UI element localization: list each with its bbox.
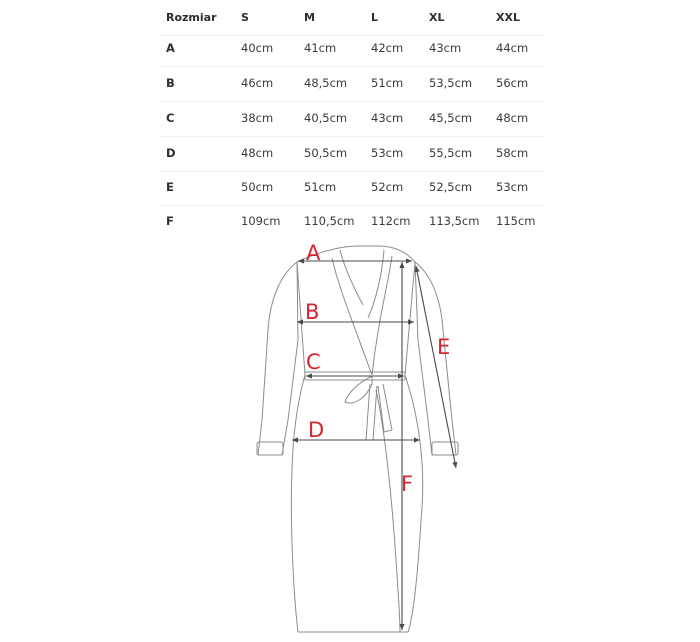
table-cell: 52,5cm [429, 180, 473, 194]
table-cell: 55,5cm [429, 146, 473, 160]
table-row [160, 136, 545, 172]
row-label: C [166, 111, 175, 125]
table-cell: 115cm [496, 214, 536, 228]
diagram-label-f: F [401, 472, 414, 496]
collar-right [372, 256, 392, 375]
table-cell: 51cm [371, 76, 404, 90]
lapel-left [340, 250, 363, 305]
collar-left [332, 258, 372, 375]
table-cell: 58cm [496, 146, 529, 160]
diagram-label-a: A [306, 241, 321, 265]
wrap-seam [376, 390, 400, 632]
row-label: D [166, 146, 176, 160]
table-cell: 46cm [241, 76, 274, 90]
table-cell: 38cm [241, 111, 274, 125]
size-table [160, 0, 545, 236]
belt-tie-left [366, 384, 377, 440]
diagram-label-b: B [305, 300, 320, 324]
row-label: E [166, 180, 174, 194]
header-cell-l: L [371, 11, 379, 24]
table-cell: 112cm [371, 214, 411, 228]
header-cell-xxl: XXL [496, 11, 520, 24]
table-cell: 53cm [371, 146, 404, 160]
table-cell: 42cm [371, 41, 404, 55]
table-cell: 48,5cm [304, 76, 348, 90]
header-cell-m: M [304, 11, 315, 24]
row-label: F [166, 214, 174, 228]
header-cell-s: S [241, 11, 249, 24]
left-sleeve [258, 262, 298, 455]
table-cell: 43cm [371, 111, 404, 125]
belt-knot [345, 376, 372, 403]
belt-tie-right [378, 384, 392, 432]
dress-outline [257, 246, 458, 632]
header-cell-xl: XL [429, 11, 445, 24]
table-cell: 40,5cm [304, 111, 348, 125]
table-cell: 48cm [496, 111, 529, 125]
table-cell: 56cm [496, 76, 529, 90]
table-row [160, 170, 545, 206]
table-cell: 50,5cm [304, 146, 348, 160]
diagram-label-c: C [306, 350, 321, 374]
table-cell: 53cm [496, 180, 529, 194]
diagram-label-e: E [437, 335, 451, 359]
table-cell: 52cm [371, 180, 404, 194]
row-label: A [166, 41, 175, 55]
table-cell: 110,5cm [304, 214, 355, 228]
table-cell: 51cm [304, 180, 337, 194]
table-cell: 41cm [304, 41, 337, 55]
diagram-label-d: D [308, 418, 325, 442]
right-cuff [432, 442, 458, 455]
table-cell: 45,5cm [429, 111, 473, 125]
arrow-e [416, 266, 456, 468]
table-row [160, 66, 545, 102]
table-row [160, 101, 545, 137]
table-row [160, 204, 545, 239]
table-cell: 53,5cm [429, 76, 473, 90]
table-cell: 48cm [241, 146, 274, 160]
left-cuff [257, 442, 283, 455]
table-cell: 40cm [241, 41, 274, 55]
table-cell: 113,5cm [429, 214, 480, 228]
table-cell: 43cm [429, 41, 462, 55]
table-cell: 109cm [241, 214, 281, 228]
header-cell-rozmiar: Rozmiar [166, 11, 217, 24]
lapel-right [368, 250, 384, 318]
table-cell: 44cm [496, 41, 529, 55]
table-row [160, 31, 545, 67]
table-cell: 50cm [241, 180, 274, 194]
row-label: B [166, 76, 175, 90]
